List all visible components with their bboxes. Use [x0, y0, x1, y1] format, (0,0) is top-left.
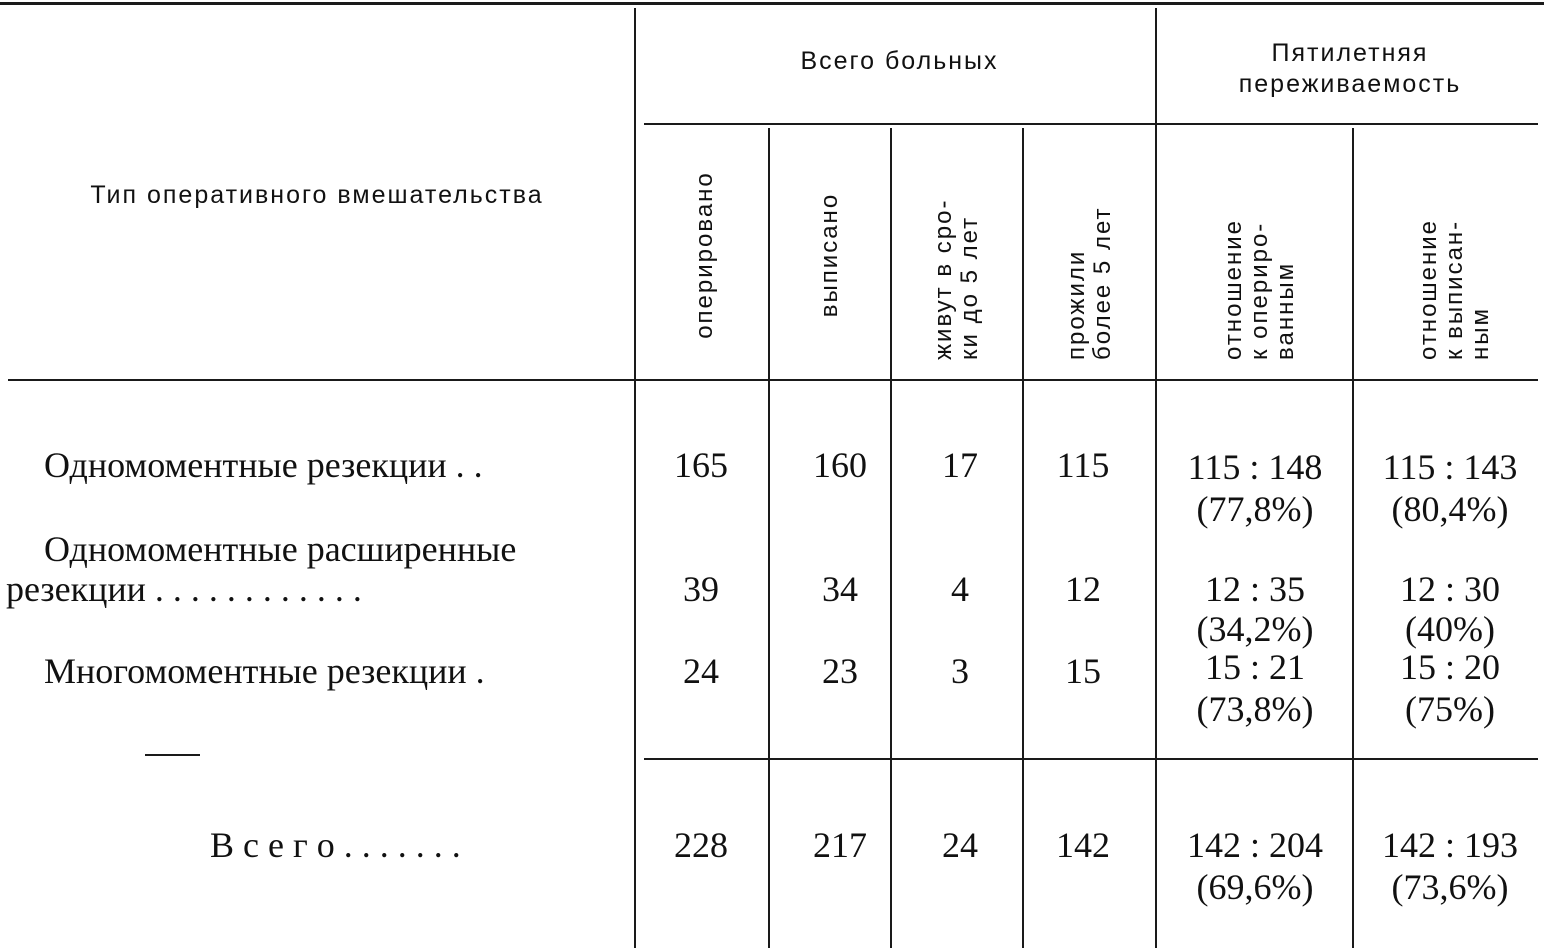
cell-operated: 24	[683, 651, 719, 691]
col-header-alive-lt5: живут в сро- ки до 5 лет	[930, 198, 983, 360]
col-divider-group	[1155, 8, 1157, 948]
cell-pct-discharged: (80,4%)	[1391, 489, 1509, 529]
total-ratio-discharged: 142 : 193	[1381, 825, 1518, 865]
col-header-discharged: выписано	[816, 192, 843, 318]
row-label-line2: резекции . . . . . . . . . . . .	[6, 569, 362, 609]
cell-lived-gt5: 12	[1065, 569, 1101, 609]
cell-ratio-discharged: 15 : 20	[1399, 647, 1500, 687]
total-row-label: В с е г о . . . . . . .	[210, 825, 461, 865]
cell-ratio-discharged: 115 : 143	[1382, 447, 1518, 487]
group-header-survival: Пятилетняя переживаемость	[1238, 39, 1462, 98]
total-pct-operated: (69,6%)	[1196, 867, 1314, 907]
total-rule	[644, 758, 1538, 760]
cell-ratio-operated: 115 : 148	[1187, 447, 1323, 487]
col-header-ratio-operated: отношение к опериро- ванным	[1220, 218, 1299, 360]
cell-discharged: 160	[813, 445, 867, 485]
cell-operated: 39	[683, 569, 719, 609]
total-lived-gt5: 142	[1056, 825, 1110, 865]
cell-ratio-operated: 12 : 35	[1204, 569, 1305, 609]
col-divider-6	[1352, 128, 1354, 948]
cell-discharged: 34	[822, 569, 858, 609]
cell-ratio-operated: 15 : 21	[1204, 647, 1305, 687]
type-column-header: Тип оперативного вмешательства	[90, 181, 544, 209]
cell-alive-lt5: 4	[951, 569, 969, 609]
cell-ratio-discharged: 12 : 30	[1399, 569, 1500, 609]
cell-alive-lt5: 17	[942, 445, 978, 485]
total-pct-discharged: (73,6%)	[1391, 867, 1509, 907]
total-operated: 228	[674, 825, 728, 865]
cell-pct-discharged: (40%)	[1405, 609, 1495, 649]
group-header-total: Всего больных	[800, 47, 999, 75]
total-discharged: 217	[813, 825, 867, 865]
row-label: Многомоментные резекции .	[44, 651, 485, 691]
cell-pct-discharged: (75%)	[1405, 689, 1495, 729]
row-label: Одномоментные резекции . .	[44, 445, 483, 485]
cell-pct-operated: (77,8%)	[1196, 489, 1314, 529]
row-label-line1: Одномоментные расширенные	[44, 529, 517, 569]
cell-operated: 165	[674, 445, 728, 485]
col-header-lived-gt5: прожили более 5 лет	[1063, 206, 1116, 360]
col-header-operated: оперировано	[691, 171, 718, 339]
total-rule-left	[145, 754, 200, 756]
cell-pct-operated: (34,2%)	[1196, 609, 1314, 649]
cell-lived-gt5: 115	[1056, 445, 1110, 485]
cell-discharged: 23	[822, 651, 858, 691]
col-divider-2	[768, 128, 770, 948]
top-rule	[0, 2, 1544, 5]
header-bottom-rule	[8, 379, 1538, 381]
col-header-ratio-discharged: отношение к выписан- ным	[1415, 218, 1494, 360]
cell-lived-gt5: 15	[1065, 651, 1101, 691]
cell-alive-lt5: 3	[951, 651, 969, 691]
group-underline	[644, 123, 1538, 125]
total-ratio-operated: 142 : 204	[1186, 825, 1323, 865]
total-alive-lt5: 24	[942, 825, 978, 865]
cell-pct-operated: (73,8%)	[1196, 689, 1314, 729]
